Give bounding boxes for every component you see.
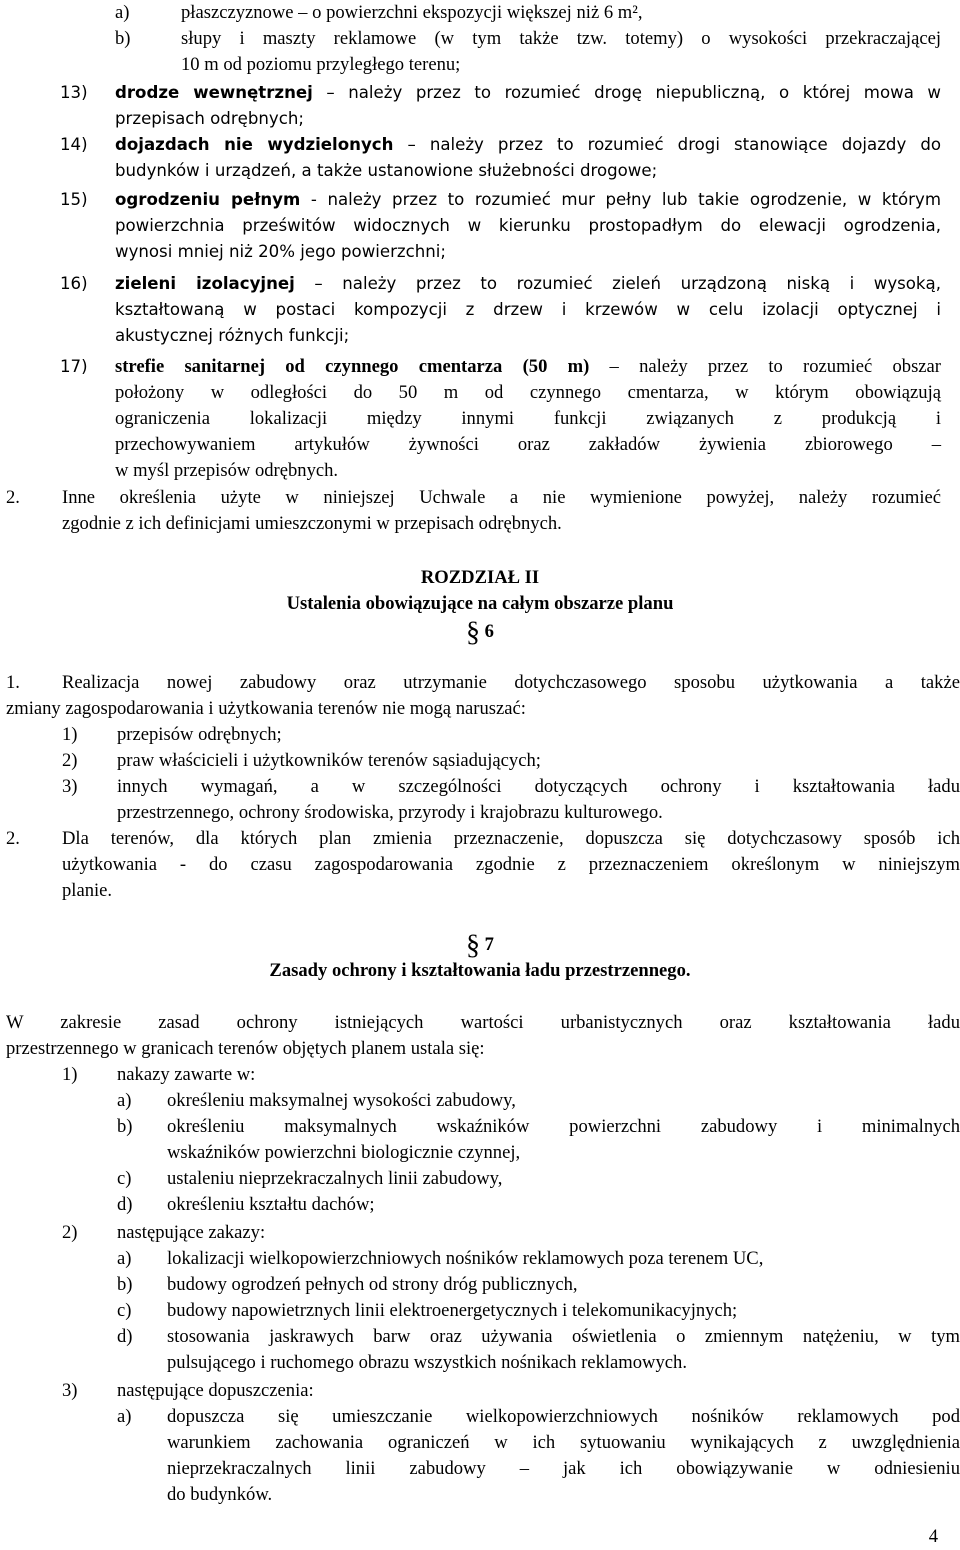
section-symbol: §: [466, 617, 481, 648]
list-marker: 3): [62, 1380, 78, 1401]
list-marker: d): [117, 1326, 133, 1347]
definition-line: ogrodzeniu pełnym - należy przez to rozumieć mur pełny lub takie ogrodzenie, w którym: [115, 190, 941, 209]
definition-line: wynosi mniej niż 20% jego powierzchni;: [115, 242, 446, 261]
list-item-text: nieprzekraczalnych linii zabudowy – jak ich obowiązywanie w odniesieniu: [167, 1458, 960, 1479]
definition-number: 16): [60, 274, 88, 293]
paragraph-line: Inne określenia użyte w niniejszej Uchwale a nie wymienione powyżej, należy rozumieć: [62, 487, 941, 508]
list-item-text: następujące dopuszczenia:: [117, 1380, 314, 1401]
definition-line: położony w odległości do 50 m od czynnego cmentarza, w którym obowiązują: [115, 382, 941, 403]
paragraph-number: 2.: [6, 828, 20, 849]
list-item-text: określeniu maksymalnych wskaźników powierzchni zabudowy i minimalnych: [167, 1116, 960, 1137]
definition-line: przechowywaniem artykułów żywności oraz zakładów żywienia zbiorowego –: [115, 434, 941, 455]
list-item-text: lokalizacji wielkopowierzchniowych nośników reklamowych poza terenem UC,: [167, 1248, 764, 1269]
list-marker: a): [117, 1090, 132, 1111]
definition-term: zieleni izolacyjnej: [115, 274, 295, 293]
list-item-text: innych wymagań, a w szczególności dotyczących ochrony i kształtowania ładu: [117, 776, 960, 797]
list-marker: b): [117, 1116, 133, 1137]
list-marker: 2): [62, 1222, 78, 1243]
definition-term: drodze wewnętrznej: [115, 83, 313, 102]
list-item-text: stosowania jaskrawych barw oraz używania oświetlenia o zmiennym natężeniu, w tym: [167, 1326, 960, 1347]
list-item-text: budowy ogrodzeń pełnych od strony dróg publicznych,: [167, 1274, 578, 1295]
list-marker: 1): [62, 1064, 78, 1085]
chapter-title: ROZDZIAŁ II: [420, 567, 540, 588]
list-item-text: praw właścicieli i użytkowników terenów sąsiadujących;: [117, 750, 541, 771]
list-marker: a): [117, 1248, 132, 1269]
list-item-text: określeniu maksymalnej wysokości zabudowy,: [167, 1090, 516, 1111]
paragraph-line: Dla terenów, dla których plan zmienia przeznaczenie, dopuszcza się dotychczasowy sposób ich: [62, 828, 960, 849]
chapter-subtitle: Ustalenia obowiązujące na całym obszarze planu: [286, 593, 674, 614]
definition-line: akustycznej różnych funkcji;: [115, 326, 350, 345]
list-marker: c): [117, 1168, 132, 1189]
section-symbol: §: [466, 930, 481, 961]
paragraph-number: 1.: [6, 672, 20, 693]
section-number: 6: [484, 621, 494, 642]
definition-number: 13): [60, 83, 88, 102]
list-marker: 2): [62, 750, 78, 771]
section-heading: [0, 619, 960, 646]
list-item-text: nakazy zawarte w:: [117, 1064, 256, 1085]
definition-line: przepisach odrębnych;: [115, 109, 304, 128]
list-marker: c): [117, 1300, 132, 1321]
list-item-text: 10 m od poziomu przyległego terenu;: [181, 54, 461, 75]
paragraph-number: 2.: [6, 487, 20, 508]
definition-number: 14): [60, 135, 88, 154]
list-item-text: ustaleniu nieprzekraczalnych linii zabudowy,: [167, 1168, 503, 1189]
definition-term: ogrodzeniu pełnym: [115, 190, 301, 209]
definition-line: powierzchnia prześwitów widocznych w kierunku prostopadłym do elewacji ogrodzenia,: [115, 216, 941, 235]
definition-line: ograniczenia lokalizacji między innymi funkcji związanych z produkcją i: [115, 408, 941, 429]
section-number: 7: [484, 934, 494, 955]
paragraph-line: użytkowania - do czasu zagospodarowania zgodnie z przeznaczeniem określonym w niniejszym: [62, 854, 960, 875]
paragraph-line: W zakresie zasad ochrony istniejących wartości urbanistycznych oraz kształtowania ładu: [6, 1012, 960, 1033]
paragraph-line: Realizacja nowej zabudowy oraz utrzymanie dotychczasowego sposobu użytkowania a także: [62, 672, 960, 693]
list-item-text: przepisów odrębnych;: [117, 724, 282, 745]
list-item-text: budowy napowietrznych linii elektroenergetycznych i telekomunikacyjnych;: [167, 1300, 738, 1321]
list-item-text: warunkiem zachowania ograniczeń w ich sytuowaniu wynikających z uwzględnienia: [167, 1432, 960, 1453]
list-marker: a): [115, 2, 130, 23]
definition-line: w myśl przepisów odrębnych.: [115, 460, 339, 481]
definition-line: strefie sanitarnej od czynnego cmentarza (50 m) – należy przez to rozumieć obszar: [115, 356, 941, 377]
list-marker: d): [117, 1194, 133, 1215]
definition-number: 17): [60, 357, 88, 376]
page-number: 4: [928, 1526, 938, 1547]
list-item-text: określeniu kształtu dachów;: [167, 1194, 375, 1215]
paragraph-line: zmiany zagospodarowania i użytkowania terenów nie mogą naruszać:: [6, 698, 526, 719]
list-marker: 1): [62, 724, 78, 745]
list-item-text: pulsującego i ruchomego obrazu wszystkich nośnikach reklamowych.: [167, 1352, 687, 1373]
definition-line: budynków i urządzeń, a także ustanowione służebności drogowe;: [115, 161, 658, 180]
definition-term: strefie sanitarnej od czynnego cmentarza (50 m): [115, 356, 590, 377]
list-marker: 3): [62, 776, 78, 797]
list-item-text: wskaźników powierzchni biologicznie czynnej,: [167, 1142, 521, 1163]
list-item-text: dopuszcza się umieszczanie wielkopowierzchniowych nośników reklamowych pod: [167, 1406, 960, 1427]
paragraph-line: zgodnie z ich definicjami umieszczonymi w przepisach odrębnych.: [62, 513, 562, 534]
list-marker: a): [117, 1406, 132, 1427]
definition-line: dojazdach nie wydzielonych – należy przez to rozumieć drogi stanowiące dojazdy do: [115, 135, 942, 154]
section-title: Zasady ochrony i kształtowania ładu przestrzennego.: [269, 960, 691, 981]
list-item-text: następujące zakazy:: [117, 1222, 266, 1243]
definition-number: 15): [60, 190, 88, 209]
list-item-text: do budynków.: [167, 1484, 273, 1505]
section-heading: [0, 932, 960, 959]
list-marker: b): [115, 28, 131, 49]
definition-line: kształtowaną w postaci kompozycji z drzew i krzewów w celu izolacji optycznej i: [115, 300, 941, 319]
paragraph-line: przestrzennego w granicach terenów objętych planem ustala się:: [6, 1038, 485, 1059]
definition-term: dojazdach nie wydzielonych: [115, 135, 394, 154]
list-item-text: przestrzennego, ochrony środowiska, przyrody i krajobrazu kulturowego.: [117, 802, 663, 823]
definition-line: zieleni izolacyjnej – należy przez to rozumieć zieleń urządzoną niską i wysoką,: [115, 274, 941, 293]
list-item-text: słupy i maszty reklamowe (w tym także tzw. totemy) o wysokości przekraczającej: [181, 28, 941, 49]
list-item-text: płaszczyznowe – o powierzchni ekspozycji większej niż 6 m²,: [181, 2, 643, 23]
paragraph-line: planie.: [62, 880, 113, 901]
definition-line: drodze wewnętrznej – należy przez to rozumieć drogę niepubliczną, o której mowa w: [115, 83, 941, 102]
list-marker: b): [117, 1274, 133, 1295]
